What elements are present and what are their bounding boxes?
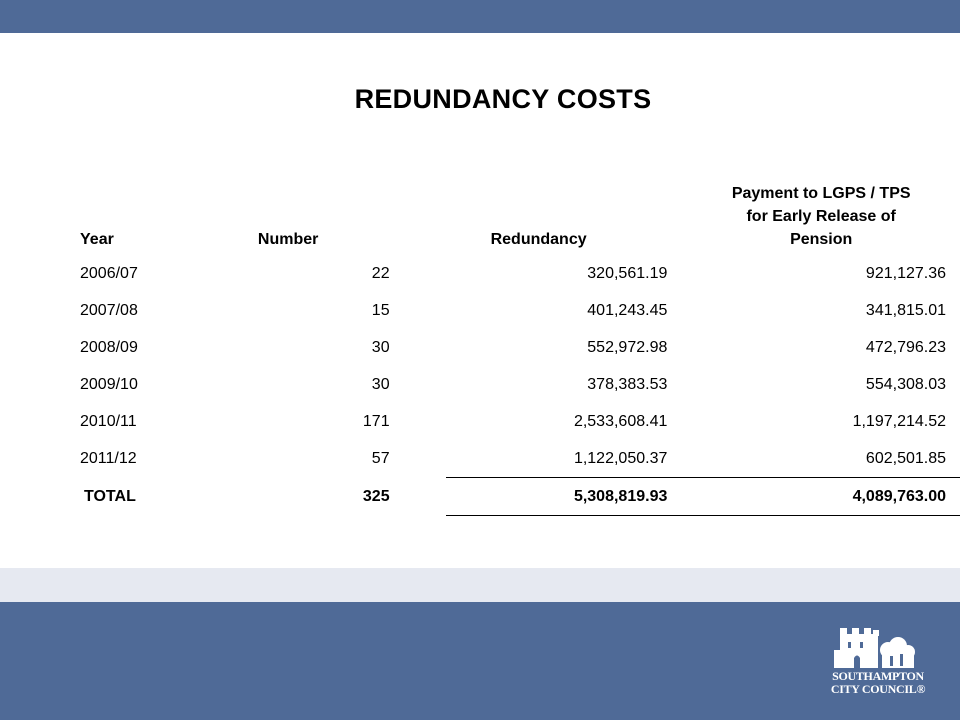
header-payment-line1: Payment to LGPS / TPS: [731, 185, 911, 202]
table-row: [80, 366, 960, 403]
cell-number: 57: [371, 449, 390, 467]
header-number: Number: [257, 231, 319, 248]
cell-year: 2011/12: [80, 449, 137, 467]
logo-line2-text: CITY COUNCIL: [830, 682, 917, 696]
cell-redundancy: 401,243.45: [587, 301, 668, 319]
council-logo-text: [830, 670, 926, 696]
cell-redundancy: 1,122,050.37: [573, 449, 668, 467]
logo-line-city-council: [830, 683, 926, 696]
cell-redundancy: 552,972.98: [587, 338, 668, 356]
cell-year: 2007/08: [80, 301, 138, 319]
cell-number: 15: [371, 301, 390, 319]
cell-payment: 554,308.03: [865, 375, 946, 393]
header-payment: [682, 182, 960, 255]
cell-redundancy: 2,533,608.41: [573, 412, 668, 430]
cell-number: 22: [371, 264, 390, 282]
table-header-row: [80, 182, 960, 255]
total-row: [80, 478, 960, 516]
table-row: [80, 329, 960, 366]
cell-year: 2009/10: [80, 375, 138, 393]
cell-year: 2008/09: [80, 338, 138, 356]
table-row: [80, 440, 960, 478]
cell-number: 171: [362, 412, 390, 430]
cell-redundancy: 320,561.19: [587, 264, 668, 282]
table-row: [80, 292, 960, 329]
header-year: Year: [80, 231, 114, 248]
cell-payment: 602,501.85: [865, 449, 946, 467]
table-row: [80, 403, 960, 440]
cell-payment: 472,796.23: [865, 338, 946, 356]
total-redundancy: 5,308,819.93: [446, 478, 683, 516]
logo-line-southampton: SOUTHAMPTON: [832, 669, 924, 683]
top-banner: [0, 0, 960, 33]
redundancy-costs-table: [80, 182, 960, 516]
footer-banner: [0, 602, 960, 720]
slide-title: REDUNDANCY COSTS: [354, 84, 652, 114]
cell-number: 30: [371, 375, 390, 393]
total-payment: 4,089,763.00: [682, 478, 960, 516]
table-row: [80, 255, 960, 292]
cell-year: 2010/11: [80, 412, 137, 430]
header-payment-line3: Pension: [790, 231, 853, 248]
header-payment-line2: for Early Release of: [746, 208, 896, 225]
cell-number: 30: [371, 338, 390, 356]
cell-payment: 1,197,214.52: [852, 412, 946, 430]
castle-icon: [826, 620, 926, 710]
registered-mark: ®: [916, 682, 926, 696]
cell-payment: 341,815.01: [865, 301, 946, 319]
cell-year: 2006/07: [80, 264, 138, 282]
footer-light-band: [0, 568, 960, 602]
total-number: 325: [362, 487, 390, 505]
cell-payment: 921,127.36: [865, 264, 946, 282]
header-redundancy: Redundancy: [490, 231, 587, 248]
total-label: TOTAL: [84, 487, 136, 505]
cell-redundancy: 378,383.53: [587, 375, 668, 393]
